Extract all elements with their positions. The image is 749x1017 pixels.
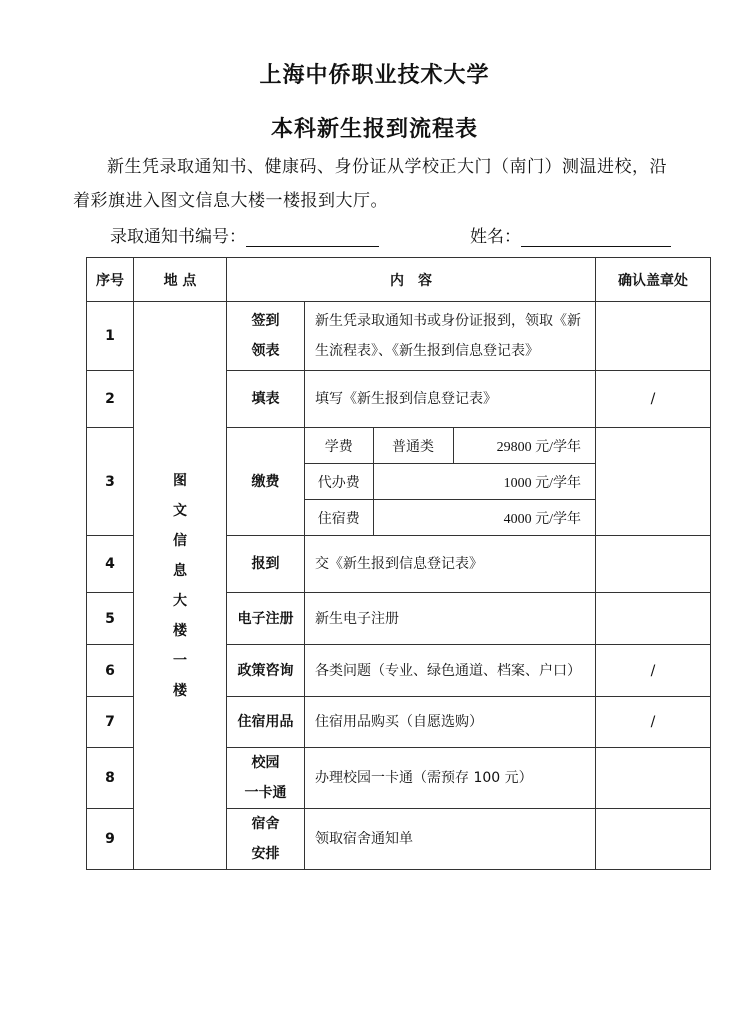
notice-no-blank[interactable] [246,230,379,247]
notice-no-label: 录取通知书编号： [110,227,246,247]
fee-row [305,464,595,500]
fee-cell [305,428,596,536]
row-content: 填写《新生报到信息登记表》 [305,371,596,428]
name-field [470,222,671,247]
place-char: 息 [173,562,187,579]
stamp-cell[interactable] [596,809,711,870]
item-line: 校园 [251,755,280,771]
row-item: 政策咨询 [227,645,305,697]
intro-paragraph: 新生凭录取通知书、健康码、身份证从学校正大门（南门）测温进校，沿着彩旗进入图文信息大楼一楼报到大厅。 [73,157,667,211]
fee-row [305,500,595,536]
row-content: 住宿用品购买（自愿选购） [305,697,596,748]
stamp-cell[interactable]: / [596,697,711,748]
row-content: 新生电子注册 [305,593,596,645]
agency-label: 代办费 [305,464,373,500]
place-char: 信 [173,532,187,549]
row-content: 各类问题（专业、绿色通道、档案、户口） [305,645,596,697]
row-content: 领取宿舍通知单 [305,809,596,870]
row-item: 电子注册 [227,593,305,645]
agency-amount: 1000 元/学年 [373,464,595,500]
table-row [87,302,711,371]
header-num: 序号 [87,258,134,302]
place-char: 楼 [173,622,187,639]
tuition-type: 普通类 [373,428,453,464]
header-stamp: 确认盖章处 [596,258,711,302]
name-label: 姓名： [470,227,521,247]
header-content: 内 容 [227,258,596,302]
stamp-cell[interactable] [596,536,711,593]
registration-flow-table [86,257,711,870]
header-place: 地 点 [134,258,227,302]
row-content: 新生凭录取通知书或身份证报到，领取《新生流程表》、《新生报到信息登记表》 [305,302,596,371]
stamp-cell[interactable] [596,593,711,645]
notice-no-field [110,222,379,247]
tuition-label: 学费 [305,428,373,464]
row-num: 1 [87,302,134,371]
table-header-row [87,258,711,302]
row-item: 填表 [227,371,305,428]
row-num: 3 [87,428,134,536]
item-line: 一卡通 [244,785,287,801]
stamp-cell[interactable]: / [596,645,711,697]
dorm-amount: 4000 元/学年 [373,500,595,536]
row-num: 9 [87,809,134,870]
row-item [227,809,305,870]
row-content: 交《新生报到信息登记表》 [305,536,596,593]
item-line: 领表 [251,343,280,359]
stamp-cell[interactable]: / [596,371,711,428]
stamp-cell[interactable] [596,302,711,371]
item-line: 签到 [251,313,280,329]
tuition-amount: 29800 元/学年 [453,428,595,464]
row-num: 5 [87,593,134,645]
row-num: 2 [87,371,134,428]
row-num: 7 [87,697,134,748]
stamp-cell[interactable] [596,428,711,536]
row-item [227,302,305,371]
row-item [227,748,305,809]
place-char: 大 [173,592,187,609]
location-cell [134,302,227,870]
row-item: 缴费 [227,428,305,536]
row-item: 报到 [227,536,305,593]
form-title: 本科新生报到流程表 [270,117,478,142]
item-line: 安排 [251,846,280,862]
stamp-cell[interactable] [596,748,711,809]
name-blank[interactable] [521,230,671,247]
place-char: 一 [173,652,187,669]
row-item: 住宿用品 [227,697,305,748]
school-name: 上海中侨职业技术大学 [259,63,490,88]
row-num: 8 [87,748,134,809]
row-content: 办理校园一卡通（需预存 100 元） [305,748,596,809]
place-char: 图 [173,472,187,489]
fee-table [305,428,595,535]
fee-row [305,428,595,464]
row-num: 6 [87,645,134,697]
place-char: 楼 [173,682,187,699]
item-line: 宿舍 [251,816,280,832]
dorm-label: 住宿费 [305,500,373,536]
place-char: 文 [173,502,187,519]
row-num: 4 [87,536,134,593]
